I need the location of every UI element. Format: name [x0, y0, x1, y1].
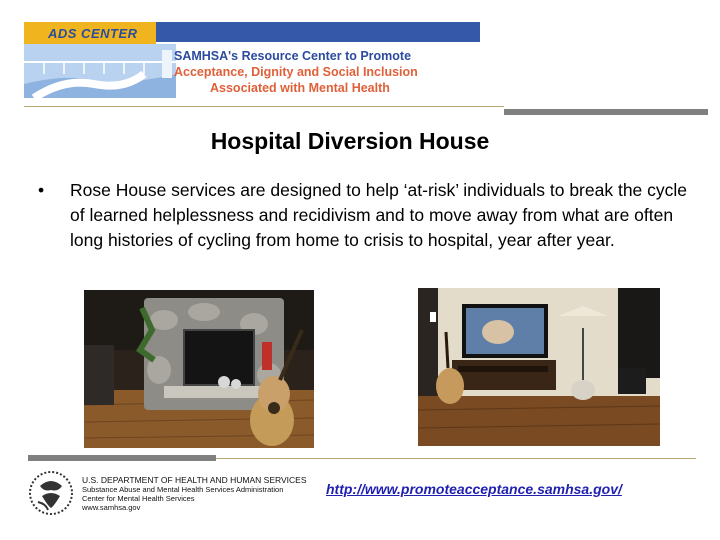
banner-line-2: Acceptance, Dignity and Social Inclusion	[174, 65, 418, 79]
banner-line-3: Associated with Mental Health	[210, 81, 390, 95]
samhsa-site: www.samhsa.gov	[82, 503, 141, 512]
bridge-illustration	[24, 44, 176, 98]
cmhs-center: Center for Mental Health Services	[82, 494, 195, 503]
samhsa-banner-text	[174, 48, 474, 96]
fireplace-photo	[84, 290, 314, 448]
page-title: Hospital Diversion House	[210, 128, 490, 154]
bullet-marker: •	[38, 180, 45, 200]
header-rule	[24, 106, 504, 107]
hhs-eagle-icon	[28, 466, 74, 520]
living-room-image	[418, 288, 660, 446]
hhs-department: U.S. DEPARTMENT OF HEALTH AND HUMAN SERVICES	[82, 475, 307, 485]
header-gray-bar	[504, 109, 708, 115]
fireplace-image	[84, 290, 314, 448]
ads-center-badge: ADS CENTER	[24, 22, 156, 44]
samhsa-agency: Substance Abuse and Mental Health Services Administration	[82, 485, 284, 494]
banner-line-1: SAMHSA's Resource Center to Promote	[174, 49, 412, 63]
ads-center-banner	[24, 22, 480, 98]
bridge-icon	[24, 44, 176, 98]
bullet-text: Rose House services are designed to help ‘at-risk’ individuals to break the cycle of learned helplessness and recidivism and to move away from what are often long histories of cycling from home to crisis to hospital, year after year.	[70, 180, 688, 250]
promote-acceptance-link[interactable]: http://www.promoteacceptance.samhsa.gov/	[326, 481, 622, 497]
hhs-agency-text	[82, 476, 307, 512]
hhs-eagle-logo	[28, 466, 74, 520]
living-room-photo	[418, 288, 660, 446]
